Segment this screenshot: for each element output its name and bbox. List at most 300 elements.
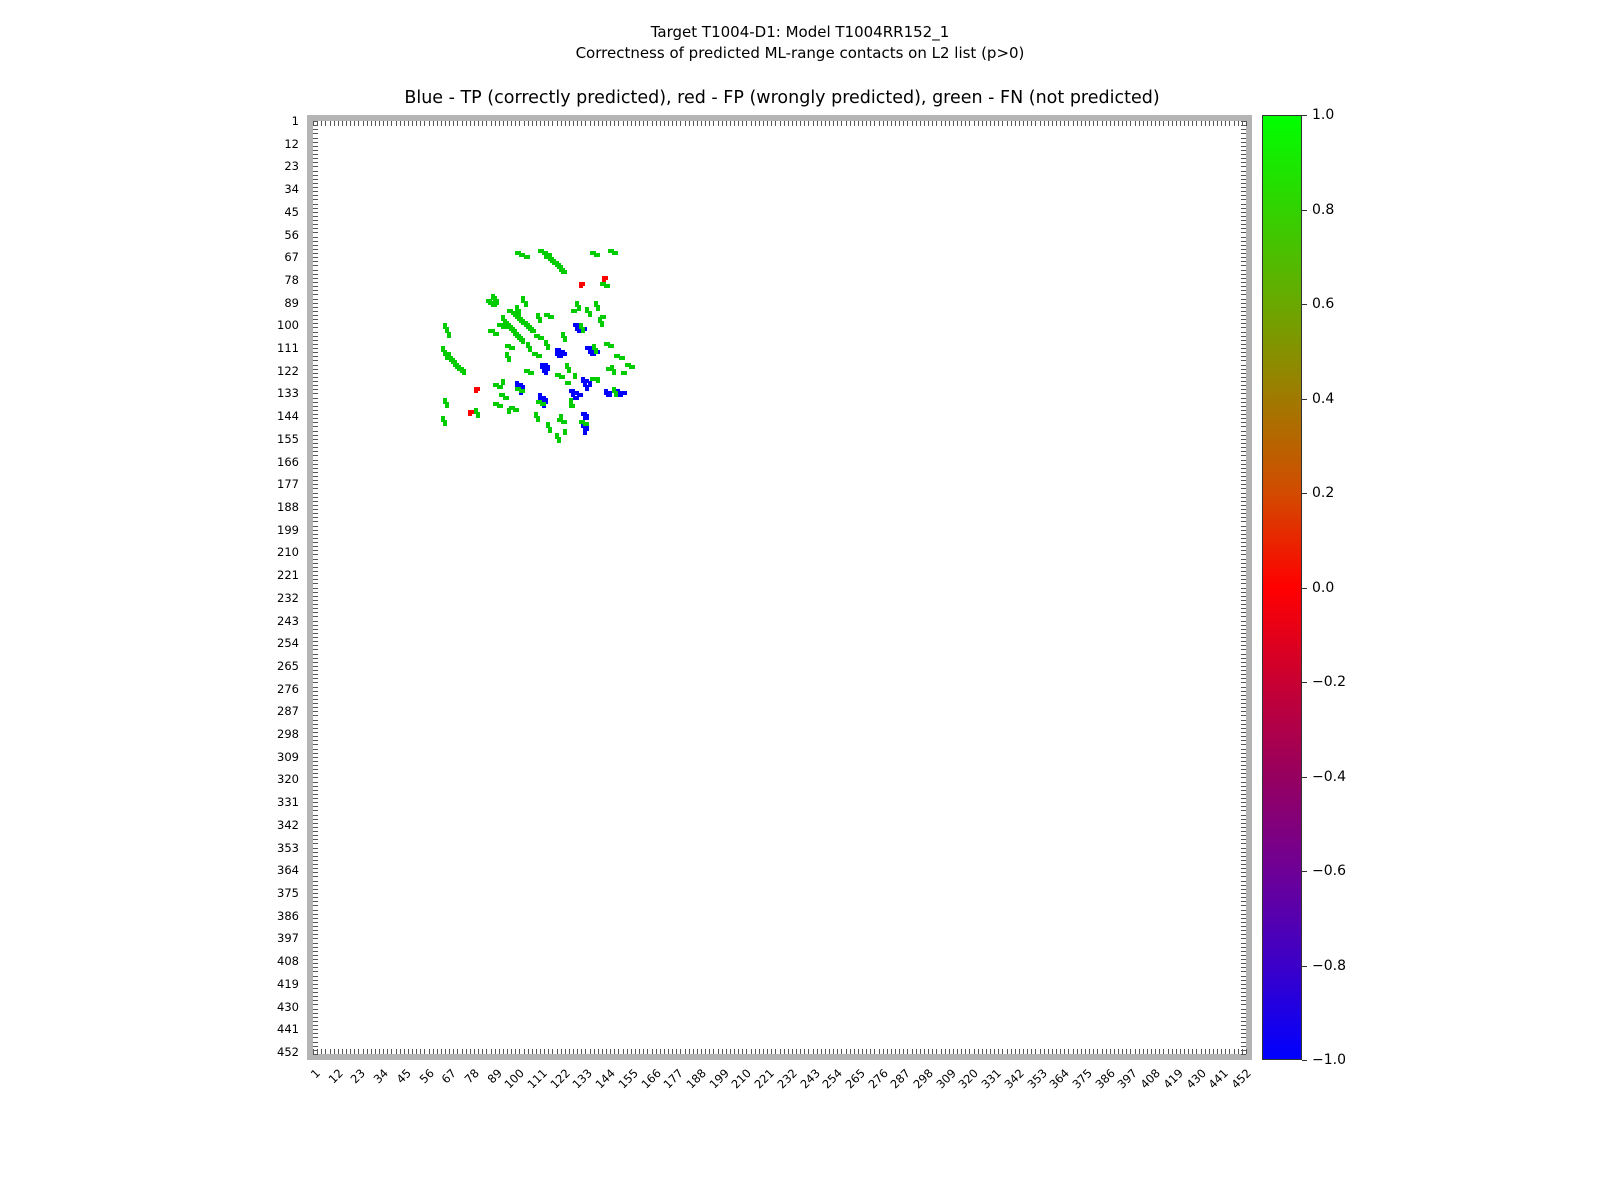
axis-tick	[990, 1049, 991, 1054]
axis-tick	[713, 1049, 714, 1054]
axis-tick	[800, 1049, 801, 1054]
axis-tick	[313, 356, 318, 357]
contact-cell	[623, 371, 627, 375]
axis-tick	[313, 187, 318, 188]
axis-tick	[1241, 179, 1246, 180]
axis-tick	[313, 546, 318, 547]
axis-tick	[1077, 121, 1078, 126]
y-axis-tick-label: 364	[277, 863, 299, 878]
axis-tick	[1241, 447, 1246, 448]
axis-tick	[1130, 121, 1131, 126]
axis-tick	[313, 303, 318, 304]
axis-tick	[1241, 943, 1246, 944]
contact-cell	[495, 301, 499, 305]
axis-tick	[866, 121, 867, 126]
axis-tick	[313, 340, 318, 341]
axis-tick	[689, 1049, 690, 1054]
axis-tick	[1241, 996, 1246, 997]
axis-tick	[313, 649, 318, 650]
axis-tick	[478, 121, 479, 126]
axis-tick	[1151, 1049, 1152, 1054]
axis-tick	[941, 1049, 942, 1054]
axis-tick	[313, 195, 318, 196]
axis-tick	[313, 497, 318, 498]
axis-tick	[313, 460, 318, 461]
axis-tick	[1241, 662, 1246, 663]
axis-tick	[515, 121, 516, 126]
axis-tick	[470, 121, 471, 126]
axis-tick	[503, 1049, 504, 1054]
axis-tick	[796, 121, 797, 126]
x-axis-tick-label: 67	[438, 1066, 460, 1087]
x-axis-tick-label: 320	[955, 1066, 982, 1092]
contact-cell	[583, 431, 587, 435]
x-axis-tick-label: 23	[348, 1066, 369, 1087]
axis-tick	[313, 794, 318, 795]
y-axis-tick-label: 12	[284, 136, 299, 151]
y-axis-tick-label: 166	[277, 454, 299, 469]
axis-tick	[961, 1049, 962, 1054]
axis-tick	[825, 121, 826, 126]
axis-tick	[928, 121, 929, 126]
axis-tick	[1241, 893, 1246, 894]
contact-cell	[443, 422, 447, 426]
axis-tick	[705, 1049, 706, 1054]
axis-tick	[916, 121, 917, 126]
axis-tick	[883, 121, 884, 126]
axis-tick	[1241, 232, 1246, 233]
axis-tick	[404, 1049, 405, 1054]
y-axis-tick-label: 287	[277, 704, 299, 719]
axis-tick	[313, 311, 318, 312]
axis-tick	[982, 121, 983, 126]
axis-tick	[1241, 245, 1246, 246]
axis-tick	[577, 1049, 578, 1054]
axis-tick	[1241, 654, 1246, 655]
axis-tick	[614, 1049, 615, 1054]
axis-tick	[1241, 414, 1246, 415]
axis-tick	[313, 1013, 318, 1014]
axis-tick	[350, 121, 351, 126]
axis-tick	[313, 488, 318, 489]
axis-tick	[1241, 542, 1246, 543]
axis-tick	[804, 1049, 805, 1054]
axis-tick	[1238, 1049, 1239, 1054]
y-axis-tick-label: 419	[277, 976, 299, 991]
contact-cell	[538, 319, 542, 323]
axis-tick	[346, 1049, 347, 1054]
axis-tick	[1241, 336, 1246, 337]
axis-tick	[313, 802, 318, 803]
axis-tick	[879, 1049, 880, 1054]
contact-cell	[503, 325, 507, 329]
axis-tick	[643, 1049, 644, 1054]
axis-tick	[1122, 121, 1123, 126]
axis-tick	[623, 121, 624, 126]
axis-tick	[313, 897, 318, 898]
axis-tick	[1241, 724, 1246, 725]
axis-tick	[771, 121, 772, 126]
x-axis-tick-label: 309	[933, 1066, 959, 1092]
axis-tick	[313, 885, 318, 886]
axis-tick	[858, 121, 859, 126]
y-axis-tick-label: 331	[277, 795, 299, 810]
axis-tick	[1110, 1049, 1111, 1054]
axis-tick	[1241, 166, 1246, 167]
axis-tick	[1241, 261, 1246, 262]
axis-tick	[1110, 121, 1111, 126]
axis-tick	[313, 918, 318, 919]
axis-tick	[313, 513, 318, 514]
axis-tick	[1118, 1049, 1119, 1054]
axis-tick	[1241, 633, 1246, 634]
axis-tick	[313, 699, 318, 700]
axis-tick	[313, 319, 318, 320]
axis-tick	[313, 711, 318, 712]
axis-tick	[841, 1049, 842, 1054]
contact-cell	[511, 346, 515, 350]
axis-tick	[1085, 1049, 1086, 1054]
axis-tick	[313, 707, 318, 708]
axis-tick	[1007, 1049, 1008, 1054]
axis-tick	[313, 129, 318, 130]
axis-tick	[313, 257, 318, 258]
colorbar-tick	[1302, 493, 1307, 494]
axis-tick	[457, 121, 458, 126]
axis-tick	[367, 121, 368, 126]
axis-tick	[313, 332, 318, 333]
title-line-2: Correctness of predicted ML-range contacts on L2 list (p>0)	[575, 44, 1025, 62]
axis-tick	[817, 121, 818, 126]
axis-tick	[998, 1049, 999, 1054]
axis-tick	[1241, 790, 1246, 791]
axis-tick	[313, 732, 318, 733]
contact-cell	[610, 344, 614, 348]
axis-tick	[660, 121, 661, 126]
axis-tick	[1241, 951, 1246, 952]
axis-tick	[1241, 798, 1246, 799]
axis-tick	[763, 1049, 764, 1054]
axis-tick	[1241, 976, 1246, 977]
contact-cell	[447, 334, 451, 338]
axis-tick	[313, 327, 318, 328]
axis-tick	[536, 1049, 537, 1054]
axis-tick	[808, 121, 809, 126]
axis-tick	[313, 517, 318, 518]
axis-tick	[1035, 1049, 1036, 1054]
axis-tick	[1241, 612, 1246, 613]
axis-tick	[1241, 303, 1246, 304]
axis-tick	[313, 1017, 318, 1018]
axis-tick	[1241, 860, 1246, 861]
axis-tick	[1241, 373, 1246, 374]
axis-tick	[1241, 513, 1246, 514]
axis-tick	[313, 773, 318, 774]
axis-tick	[313, 464, 318, 465]
axis-tick	[1015, 121, 1016, 126]
axis-tick	[1229, 1049, 1230, 1054]
axis-tick	[313, 769, 318, 770]
axis-tick	[1192, 121, 1193, 126]
x-axis-tick-label: 111	[524, 1066, 550, 1092]
axis-tick	[1172, 121, 1173, 126]
x-axis-tick-label: 188	[683, 1066, 709, 1092]
axis-tick	[313, 493, 318, 494]
axis-tick	[313, 290, 318, 291]
axis-tick	[1052, 121, 1053, 126]
axis-tick	[313, 505, 318, 506]
axis-tick	[796, 1049, 797, 1054]
axis-tick	[313, 963, 318, 964]
axis-tick	[606, 121, 607, 126]
axis-tick	[680, 121, 681, 126]
legend-annotation: Blue - TP (correctly predicted), red - FP (wrongly predicted), green - FN (not predicted)	[404, 88, 1160, 108]
axis-tick	[978, 1049, 979, 1054]
axis-tick	[313, 1050, 318, 1051]
axis-tick	[569, 121, 570, 126]
axis-tick	[920, 121, 921, 126]
axis-tick	[1241, 488, 1246, 489]
axis-tick	[1241, 307, 1246, 308]
axis-tick	[635, 121, 636, 126]
axis-tick	[1241, 431, 1246, 432]
axis-tick	[833, 121, 834, 126]
axis-tick	[1241, 294, 1246, 295]
axis-tick	[598, 121, 599, 126]
axis-tick	[1241, 129, 1246, 130]
colorbar-tick	[1302, 588, 1307, 589]
colorbar-tick	[1302, 399, 1307, 400]
y-axis-tick-label: 353	[277, 840, 299, 855]
axis-tick	[1241, 691, 1246, 692]
axis-tick	[313, 1033, 318, 1034]
colorbar-tick-label: 0.0	[1312, 579, 1335, 596]
axis-tick	[1241, 674, 1246, 675]
axis-tick	[647, 121, 648, 126]
axis-tick	[1135, 121, 1136, 126]
axis-tick	[474, 121, 475, 126]
axis-tick	[313, 831, 318, 832]
colorbar-tick-label: 1.0	[1312, 107, 1335, 123]
axis-tick	[313, 621, 318, 622]
axis-tick	[1093, 121, 1094, 126]
axis-tick	[313, 373, 318, 374]
axis-tick	[1205, 1049, 1206, 1054]
axis-tick	[1241, 984, 1246, 985]
axis-tick	[1234, 121, 1235, 126]
axis-tick	[313, 414, 318, 415]
axis-tick	[1241, 744, 1246, 745]
x-axis-tick-label: 155	[615, 1066, 641, 1092]
axis-tick	[1241, 901, 1246, 902]
colorbar-tick	[1302, 1060, 1307, 1061]
axis-tick	[1241, 905, 1246, 906]
axis-tick	[742, 121, 743, 126]
axis-tick	[313, 455, 318, 456]
axis-tick	[1241, 398, 1246, 399]
axis-tick	[1180, 121, 1181, 126]
axis-tick	[1048, 1049, 1049, 1054]
axis-tick	[441, 121, 442, 126]
axis-tick	[1241, 439, 1246, 440]
axis-tick	[1241, 918, 1246, 919]
y-axis-tick-label: 309	[277, 749, 299, 764]
axis-tick	[1241, 835, 1246, 836]
axis-tick	[1241, 559, 1246, 560]
axis-tick	[672, 121, 673, 126]
axis-tick	[536, 121, 537, 126]
contact-cell	[530, 371, 534, 375]
axis-tick	[313, 860, 318, 861]
axis-tick	[1241, 327, 1246, 328]
axis-tick	[313, 592, 318, 593]
contact-cell	[631, 365, 635, 369]
axis-tick	[689, 121, 690, 126]
axis-tick	[1241, 823, 1246, 824]
axis-tick	[891, 121, 892, 126]
y-axis-tick-label: 320	[277, 772, 299, 787]
axis-tick	[1234, 1049, 1235, 1054]
axis-tick	[817, 1049, 818, 1054]
contact-cell	[517, 311, 521, 315]
axis-tick	[313, 579, 318, 580]
axis-tick	[313, 678, 318, 679]
axis-tick	[1241, 658, 1246, 659]
axis-tick	[1176, 121, 1177, 126]
axis-tick	[1241, 187, 1246, 188]
axis-tick	[1209, 1049, 1210, 1054]
axis-tick	[602, 121, 603, 126]
axis-tick	[1241, 274, 1246, 275]
axis-tick	[313, 472, 318, 473]
axis-tick	[1196, 1049, 1197, 1054]
axis-tick	[1221, 121, 1222, 126]
axis-tick	[722, 121, 723, 126]
axis-tick	[338, 121, 339, 126]
axis-tick	[313, 563, 318, 564]
contact-cell	[474, 389, 478, 393]
axis-tick	[511, 1049, 512, 1054]
axis-tick	[1201, 1049, 1202, 1054]
axis-tick	[1241, 889, 1246, 890]
axis-tick	[313, 905, 318, 906]
axis-tick	[429, 1049, 430, 1054]
axis-tick	[313, 270, 318, 271]
axis-tick	[313, 645, 318, 646]
axis-tick	[313, 204, 318, 205]
axis-tick	[693, 1049, 694, 1054]
contact-cell	[557, 439, 561, 443]
contact-cell	[476, 414, 480, 418]
axis-tick	[1060, 121, 1061, 126]
axis-tick	[313, 530, 318, 531]
axis-tick	[1241, 567, 1246, 568]
contact-cell	[608, 367, 612, 371]
axis-tick	[941, 121, 942, 126]
axis-tick	[808, 1049, 809, 1054]
axis-tick	[486, 1049, 487, 1054]
axis-tick	[1241, 765, 1246, 766]
axis-tick	[342, 1049, 343, 1054]
axis-tick	[1241, 381, 1246, 382]
axis-tick	[639, 121, 640, 126]
axis-tick	[1015, 1049, 1016, 1054]
axis-tick	[396, 1049, 397, 1054]
axis-tick	[1048, 121, 1049, 126]
axis-tick	[1241, 1033, 1246, 1034]
axis-tick	[313, 959, 318, 960]
axis-tick	[1241, 608, 1246, 609]
axis-tick	[1139, 121, 1140, 126]
axis-tick	[1163, 121, 1164, 126]
y-axis-tick-label: 23	[284, 159, 299, 174]
axis-tick	[528, 1049, 529, 1054]
axis-tick	[1031, 121, 1032, 126]
axis-tick	[552, 121, 553, 126]
axis-tick	[924, 121, 925, 126]
axis-tick	[313, 662, 318, 663]
axis-tick	[1241, 881, 1246, 882]
y-axis-tick-label: 375	[277, 885, 299, 900]
axis-tick	[907, 1049, 908, 1054]
axis-tick	[668, 121, 669, 126]
axis-tick	[313, 1029, 318, 1030]
axis-tick	[945, 1049, 946, 1054]
axis-tick	[1027, 121, 1028, 126]
axis-tick	[313, 1000, 318, 1001]
contact-cell	[499, 404, 503, 408]
axis-tick	[449, 1049, 450, 1054]
axis-tick	[1241, 1004, 1246, 1005]
x-axis-tick-label: 1	[307, 1066, 323, 1082]
y-axis-tick-label: 221	[277, 568, 299, 583]
axis-tick	[379, 1049, 380, 1054]
x-axis-tick-label: 100	[501, 1066, 528, 1092]
axis-tick	[495, 1049, 496, 1054]
axis-tick	[1135, 1049, 1136, 1054]
axis-tick	[1241, 852, 1246, 853]
x-axis-tick-label: 397	[1114, 1066, 1141, 1092]
y-axis-tick-label: 111	[277, 341, 299, 356]
axis-tick	[1246, 121, 1247, 126]
axis-tick	[313, 299, 318, 300]
axis-tick	[1241, 831, 1246, 832]
axis-tick	[453, 1049, 454, 1054]
axis-tick	[350, 1049, 351, 1054]
axis-tick	[998, 121, 999, 126]
axis-tick	[313, 786, 318, 787]
axis-tick	[829, 121, 830, 126]
axis-tick	[1241, 464, 1246, 465]
axis-tick	[313, 282, 318, 283]
axis-tick	[313, 864, 318, 865]
axis-tick	[1168, 1049, 1169, 1054]
axis-tick	[383, 1049, 384, 1054]
axis-tick	[313, 538, 318, 539]
axis-tick	[313, 212, 318, 213]
axis-tick	[1241, 980, 1246, 981]
colorbar-tick	[1302, 115, 1307, 116]
axis-tick	[321, 121, 322, 126]
axis-tick	[924, 1049, 925, 1054]
colorbar-tick-label: −0.4	[1312, 768, 1346, 785]
axis-tick	[590, 1049, 591, 1054]
axis-tick	[313, 315, 318, 316]
axis-tick	[854, 121, 855, 126]
axis-tick	[1241, 575, 1246, 576]
axis-tick	[1241, 299, 1246, 300]
axis-tick	[1225, 121, 1226, 126]
